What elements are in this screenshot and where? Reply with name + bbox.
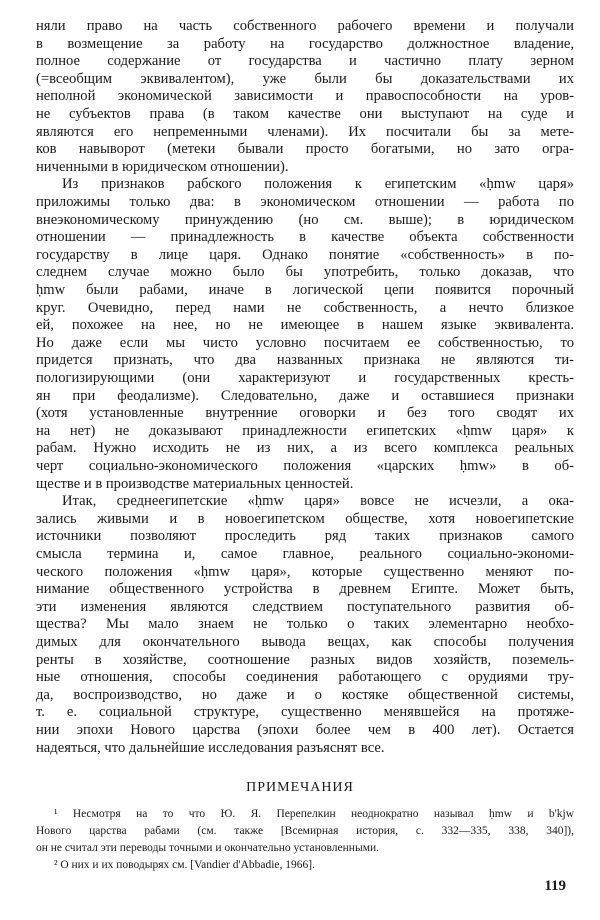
- body-line: эти изменения являются следствием поступательного развития об-: [36, 598, 574, 615]
- body-line: нимание общественного устройства в древнем Египте. Может быть,: [36, 581, 574, 598]
- body-line: круг. Очевидно, перед нами не собственность, а нечто близкое: [36, 299, 574, 316]
- body-line: ные отношения, способы соединения работающего с орудиями тру-: [36, 669, 574, 686]
- page-number: 119: [544, 878, 566, 894]
- body-line: отношении — принадлежность в качестве объекта собственности: [36, 229, 574, 246]
- body-line: Но даже если мы чисто условно посчитаем ее собственностью, то: [36, 334, 574, 351]
- body-line: придется признать, что два названных признака не являются ти-: [36, 352, 574, 369]
- body-line: (хотя установленные внутренние оговорки и без того сводят их: [36, 405, 574, 422]
- body-line: надеяться, что дальнейшие исследования разъяснят все.: [36, 739, 385, 756]
- body-line: зались живыми и в новоегипетском обществе, хотя новоегипетские: [36, 510, 574, 527]
- body-line: рабам. Нужно исходить не из них, а из всего комплекса реальных: [36, 440, 574, 457]
- body-line: следнем случае можно было бы употребить, только доказав, что: [36, 264, 574, 281]
- body-line: на нет) не доказывают принадлежности египетских «ḥmw царя» к: [36, 422, 574, 439]
- body-line: ей, похожее на нее, но не имеющее в нашем языке эквивалента.: [36, 317, 574, 334]
- body-line: являются его непременными членами). Их посчитали бы за мете-: [36, 123, 574, 140]
- paragraph-start-line: Итак, среднеегипетские «ḥmw царя» вовсе не исчезли, а ока-: [62, 493, 574, 510]
- body-line: т. е. социальной структуре, существенно менявшейся на протяже-: [36, 704, 574, 721]
- body-line: ренты в хозяйстве, соотношение разных видов хозяйств, поземель-: [36, 651, 574, 668]
- body-line: щества? Мы мало знаем не только о таких элементарно необхо-: [36, 616, 574, 633]
- footnote-line: он не считал эти переводы точными и окончательно установленными.: [36, 842, 379, 854]
- body-line: (=всеобщим эквивалентом), уже были бы доказательствами их: [36, 70, 574, 87]
- body-line: смысла термина и, самое главное, реального социально-экономи-: [36, 546, 574, 562]
- body-line: пологизирующими (они характеризуют и государственных кресть-: [36, 370, 574, 386]
- notes-heading: ПРИМЕЧАНИЯ: [246, 780, 354, 795]
- body-line: ков навыворот (метеки бывали просто богатыми, но зато огра-: [36, 141, 574, 158]
- footnote-line: Нового царства рабами (см. также [Всемирная история, с. 332—335, 338, 340]),: [36, 825, 574, 837]
- body-line: полное содержание от государства и частично плату зерном: [36, 53, 574, 70]
- body-line: государству в лице царя. Однако понятие «собственность» в по-: [36, 246, 574, 263]
- body-line: черт социально-экономического положения «царских ḥmw» в об-: [36, 458, 574, 474]
- footnote-line: ¹ Несмотря на то что Ю. Я. Перепелкин неоднократно называл ḥmw и b'kjw: [54, 808, 574, 820]
- body-line: да, воспроизводство, но даже и о костяке общественной системы,: [36, 686, 574, 703]
- body-line: источники позволяют проследить ряд таких признаков самого: [36, 528, 574, 545]
- body-line: внеэкономическому принуждению (но см. выше); в юридическом: [36, 211, 574, 228]
- body-line: ниченными в юридическом отношении).: [36, 158, 289, 175]
- body-line: в возмещение за работу на государство должностное владение,: [36, 35, 574, 52]
- body-line: димых для окончательного вывода вещах, как способы получения: [36, 634, 574, 650]
- body-line: ян при феодализме). Следовательно, даже и оставшиеся признаки: [36, 387, 574, 404]
- body-line: не субъектов права (в таком качестве они выступают на суде и: [36, 106, 574, 122]
- body-line: ческого положения «ḥmw царя», которые существенно меняют по-: [36, 563, 574, 580]
- footnote-line: ² О них и их поводырях см. [Vandier d'Abbadie, 1966].: [54, 859, 315, 871]
- body-line: ḥmw были рабами, иначе в логической цепи появится порочный: [36, 282, 574, 298]
- body-line: приложимы только два: в экономическом отношении — работа по: [36, 194, 574, 210]
- body-line: няли право на часть собственного рабочего времени и получали: [36, 18, 574, 34]
- paragraph-start-line: Из признаков рабского положения к египетским «ḥmw царя»: [62, 176, 574, 193]
- body-line: ществе и в производстве материальных ценностей.: [36, 475, 354, 492]
- body-line: нии эпохи Нового царства (эпохи более чем в 400 лет). Остается: [36, 722, 574, 738]
- body-line: неполной экономической зависимости и правоспособности на уров-: [36, 88, 574, 105]
